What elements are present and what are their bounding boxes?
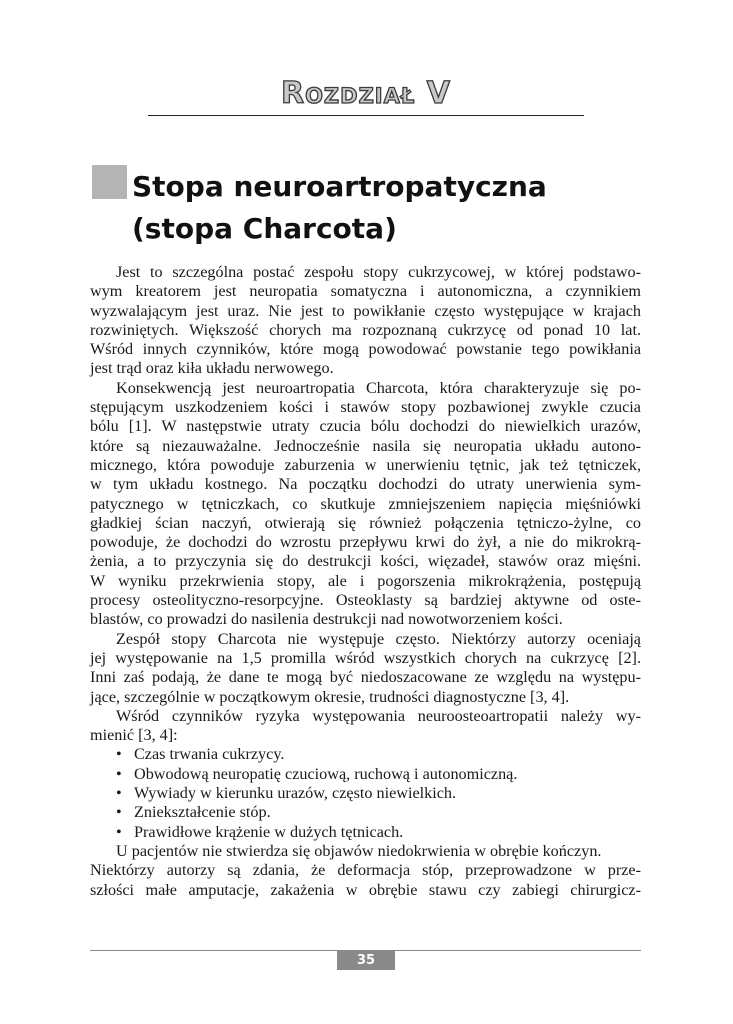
text-line: szłości małe amputacje, zakażenia w obrębie stawu czy zabiegi chirurgicz- <box>90 880 641 899</box>
list-item-text: Obwodową neuropatię czuciową, ruchową i autonomiczną. <box>134 764 518 783</box>
section-title-line-2: (stopa Charcota) <box>132 212 397 245</box>
chapter-title: Rozdział V <box>280 76 452 111</box>
text-line: gładkiej ścian naczyń, otwierają się również połączenia tętniczo-żylne, co <box>90 513 641 532</box>
section-title <box>132 166 547 250</box>
text-line: U pacjentów nie stwierdza się objawów niedokrwienia w obrębie kończyn. <box>116 841 602 860</box>
list-item <box>90 823 641 842</box>
text-line: jej występowanie na 1,5 promilla wśród wszystkich chorych na cukrzycę [2]. <box>90 648 641 667</box>
list-item <box>90 784 641 803</box>
text-line: żenia, a to przyczynia się do destrukcji kości, więzadeł, stawów oraz mięśni. <box>90 552 641 571</box>
text-line: mienić [3, 4]: <box>90 726 178 745</box>
list-item-text: Wywiady w kierunku urazów, często niewielkich. <box>134 784 457 803</box>
text-line: bólu [1]. W następstwie utraty czucia bólu dochodzi do niewielkich urazów, <box>90 417 641 436</box>
text-line: które są niezauważalne. Jednocześnie nasila się neuropatia układu autono- <box>90 436 641 455</box>
list-item <box>90 745 641 764</box>
chapter-rule <box>148 115 584 116</box>
heading-marker <box>92 165 127 199</box>
text-line: wym kreatorem jest neuropatia somatyczna i autonomiczna, a czynnikiem <box>90 282 641 301</box>
text-line: micznego, która powoduje zaburzenia w unerwieniu tętnic, jak też tętniczek, <box>90 455 641 474</box>
text-line: rozwiniętych. Większość chorych ma rozpoznaną cukrzycę od ponad 10 lat. <box>90 320 641 339</box>
text-line: jest trąd oraz kiła układu nerwowego. <box>90 359 334 378</box>
text-line: w tym układu kostnego. Na początku dochodzi do utraty unerwienia sym- <box>90 475 641 494</box>
list-item-text: Prawidłowe krążenie w dużych tętnicach. <box>134 822 404 841</box>
text-line: W wyniku przekrwienia stopy, ale i pogorszenia mikrokrążenia, postępują <box>90 571 641 590</box>
text-line: Jest to szczególna postać zespołu stopy cukrzycowej, w której podstawo- <box>116 263 641 281</box>
text-line: Inni zaś podają, że dane te mogą być niedoszacowane ze względu na występu- <box>90 668 641 687</box>
list-item-text: Zniekształcenie stóp. <box>134 803 271 822</box>
list-item-text: Czas trwania cukrzycy. <box>134 745 285 764</box>
chapter-header <box>148 74 584 114</box>
text-line: Wśród czynników ryzyka występowania neuroosteoartropatii należy wy- <box>116 706 641 725</box>
bullet-icon: • <box>116 784 122 803</box>
bullet-icon: • <box>116 764 122 783</box>
text-line: patycznego w tętniczkach, co skutkuje zmniejszeniem napięcia mięśniówki <box>90 494 641 513</box>
text-line: blastów, co prowadzi do nasilenia destrukcji nad nowotworzeniem kości. <box>90 610 563 629</box>
text-line: Niektórzy autorzy są zdania, że deformacja stóp, przeprowadzone w prze- <box>90 861 641 880</box>
text-line: Konsekwencją jest neuroartropatia Charcota, która charakteryzuje się po- <box>116 378 641 397</box>
bullet-icon: • <box>116 822 122 841</box>
bullet-icon: • <box>116 745 122 764</box>
list-item <box>90 765 641 784</box>
text-line: wyzwalającym jest uraz. Nie jest to powikłanie często występujące w krajach <box>90 301 641 320</box>
text-line: Wśród innych czynników, które mogą powodować powstanie tego powikłania <box>90 340 641 359</box>
section-title-line-1: Stopa neuroartropatyczna <box>132 170 547 203</box>
text-line: stępującym uszkodzeniem kości i stawów stopy pozbawionej zwykle czucia <box>90 398 641 417</box>
text-line: procesy osteolityczno-resorpcyjne. Osteoklasty są bardziej aktywne od oste- <box>90 591 641 610</box>
text-line: jące, szczególnie w początkowym okresie, trudności diagnostyczne [3, 4]. <box>90 687 570 706</box>
text-line: Zespół stopy Charcota nie występuje często. Niektórzy autorzy oceniają <box>116 629 641 648</box>
list-item <box>90 803 641 822</box>
text-line: powoduje, że dochodzi do wzrostu przepływu krwi do żył, a nie do mikrokrą- <box>90 533 641 552</box>
body-text <box>90 263 641 900</box>
page-number: 35 <box>337 951 395 970</box>
bullet-icon: • <box>116 803 122 822</box>
